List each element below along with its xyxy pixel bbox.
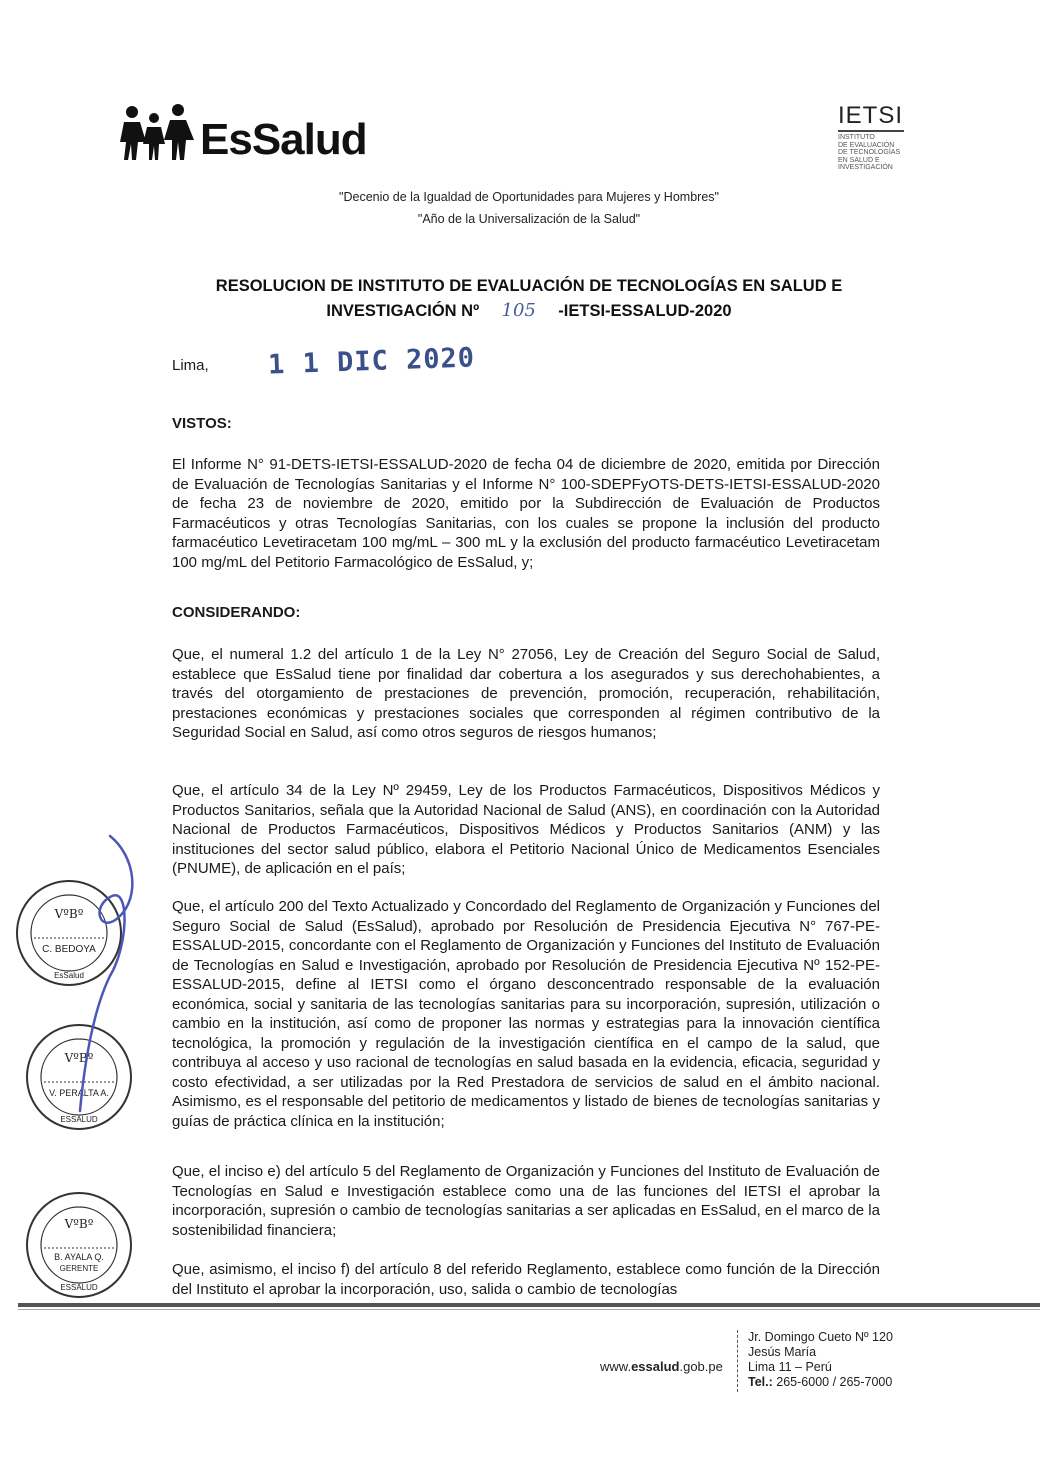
logo-wordmark: EsSalud	[200, 115, 367, 164]
web-suffix: .gob.pe	[679, 1359, 723, 1374]
considerando-paragraph-5: Que, asimismo, el inciso f) del artículo 8 del referido Reglamento, establece como función de la Dirección del Instituto el aprobar la incorporación, uso, salida o cambio de tecnologías	[172, 1261, 880, 1298]
ietsi-abbreviation: IETSI	[838, 102, 904, 129]
ietsi-line-5: INVESTIGACIÓN	[838, 164, 893, 171]
address-line-2: Jesús María	[748, 1345, 817, 1359]
phone-label: Tel.:	[748, 1375, 773, 1389]
footer-website[interactable]	[600, 1359, 723, 1374]
ietsi-line-1: INSTITUTO	[838, 134, 875, 141]
title-suffix: -IETSI-ESSALUD-2020	[558, 302, 732, 320]
resolution-title-line-1: RESOLUCION DE INSTITUTO DE EVALUACIÓN DE TECNOLOGÍAS EN SALUD E	[215, 277, 843, 295]
seal-name: B. AYALA Q.	[54, 1252, 104, 1262]
motto-year: "Año de la Universalización de la Salud"	[417, 212, 641, 226]
seal-vb: VºBº	[54, 907, 84, 921]
considerando-heading: CONSIDERANDO:	[172, 604, 301, 621]
phone-numbers: 265-6000 / 265-7000	[776, 1375, 893, 1389]
seal-org: ESSALUD	[60, 1115, 98, 1124]
seal-org: ESSALUD	[60, 1283, 98, 1292]
resolution-number: 105	[501, 300, 536, 321]
seal-org: EsSalud	[54, 971, 84, 980]
seal-name: C. BEDOYA	[42, 944, 96, 955]
web-bold: essalud	[631, 1359, 680, 1374]
resolution-title-line-2	[0, 300, 1058, 321]
ietsi-line-4: EN SALUD E	[838, 156, 880, 164]
footer-separator	[737, 1330, 738, 1392]
footer-rule	[18, 1303, 1040, 1307]
ietsi-logo	[838, 104, 918, 172]
seal-vb: VºBº	[64, 1217, 94, 1231]
approval-seal-ayala	[24, 1190, 134, 1300]
address-line-1: Jr. Domingo Cueto Nº 120	[748, 1330, 893, 1344]
considerando-paragraph-3: Que, el artículo 200 del Texto Actualizado y Concordado del Reglamento de Organización y Funciones del Seguro Social de Salud (EsSalud), aprobado por Resolución de Presidencia Ejecutiva N° 767-PE-ESSALUD-2015, concordante con el Reglamento de Organización y Funciones del Instituto de Evaluación de Tecnologías en Salud e Investigación, aprobado por Resolución de Presidencia Ejecutiva Nº 152-PE-ESSALUD-2015, define al IETSI como el órgano desconcentrado responsable de la evaluación económica, social y sanitaria de las tecnologías sanitarias para su incorporación, supresión, utilización o cambio en la institución, así como de proponer las normas y estrategias para la innovación científica tecnológica, la promoción y regulación de la investigación científica en el campo de la salud, que contribuya al acceso y uso racional de tecnologías en salud basada en la evidencia, eficacia, seguridad y costo efectividad, a ser utilizadas por la Red Prestadora de servicios de salud en el ámbito nacional. Asimismo, es el responsable del petitorio de medicamentos y listado de bienes de tecnologías sanitarias y guías de práctica clínica en la institución;	[172, 898, 880, 1130]
seal-role: GERENTE	[59, 1264, 99, 1273]
vistos-heading: VISTOS:	[172, 415, 232, 432]
phone-line	[748, 1375, 893, 1390]
considerando-paragraph-2: Que, el artículo 34 de la Ley Nº 29459, Ley de los Productos Farmacéuticos, Dispositivos Médicos y Productos Sanitarios, señala que la Autoridad Nacional de Salud (ANS), en coordinación con la Autoridad Nacional de Productos Farmacéuticos, Dispositivos Médicos y Productos Sanitarios (ANM) y las instituciones del sector salud público, elabora el Petitorio Nacional Único de Medicamentos Esenciales (PNUME), de aplicación en el país;	[172, 782, 880, 877]
footer-rule-thin	[18, 1309, 1040, 1310]
footer-address	[748, 1330, 893, 1390]
date-place: Lima,	[172, 357, 209, 374]
considerando-paragraph-1: Que, el numeral 1.2 del artículo 1 de la Ley N° 27056, Ley de Creación del Seguro Social de Salud, establece que EsSalud tiene por finalidad dar cobertura a los asegurados y sus derechohabientes, a través del otorgamiento de prestaciones de prevención, promoción, recuperación, rehabilitación, prestaciones económicas y prestaciones sociales que corresponden al régimen contributivo de la Seguridad Social en Salud, así como otros seguros de riesgos humanos;	[172, 646, 880, 741]
seal-name: V. PERALTA A.	[49, 1088, 109, 1098]
ietsi-line-3: DE TECNOLOGÍAS	[838, 149, 901, 156]
ietsi-underline	[838, 130, 904, 132]
vistos-paragraph: El Informe N° 91-DETS-IETSI-ESSALUD-2020 de fecha 04 de diciembre de 2020, emitida por Dirección de Evaluación de Tecnologías Sanitarias y el Informe N° 100-SDEPFyOTS-DETS-IETSI-ESSALUD-2020 de fecha 23 de noviembre de 2020, emitido por la Subdirección de Evaluación de Productos Farmacéuticos y otras Tecnologías Sanitarias, con los cuales se propone la inclusión del producto farmacéutico Levetiracetam 100 mg/mL – 300 mL y la exclusión del producto farmacéutico Levetiracetam 100 mg/mL del Petitorio Farmacológico de EsSalud, y;	[172, 456, 880, 571]
web-prefix: www.	[600, 1359, 632, 1374]
ietsi-line-2: DE EVALUACIÓN	[838, 141, 895, 149]
date-stamp: 1 1 DIC 2020	[267, 342, 476, 381]
considerando-paragraph-4: Que, el inciso e) del artículo 5 del Reglamento de Organización y Funciones del Instituto de Evaluación de Tecnologías en Salud e Investigación establece como una de las funciones del IETSI el aprobar la incorporación, supresión o cambio de tecnologías sanitarias a ser aplicadas en EsSalud, en el marco de la sostenibilidad financiera;	[172, 1163, 880, 1239]
signature-mark	[40, 826, 160, 1116]
family-logo-icon	[120, 102, 200, 166]
address-line-3: Lima 11 – Perú	[748, 1360, 832, 1374]
seal-vb: VºBº	[64, 1051, 94, 1065]
motto-decade: "Decenio de la Igualdad de Oportunidades para Mujeres y Hombres"	[339, 190, 719, 204]
title-prefix: INVESTIGACIÓN Nº	[326, 302, 480, 320]
